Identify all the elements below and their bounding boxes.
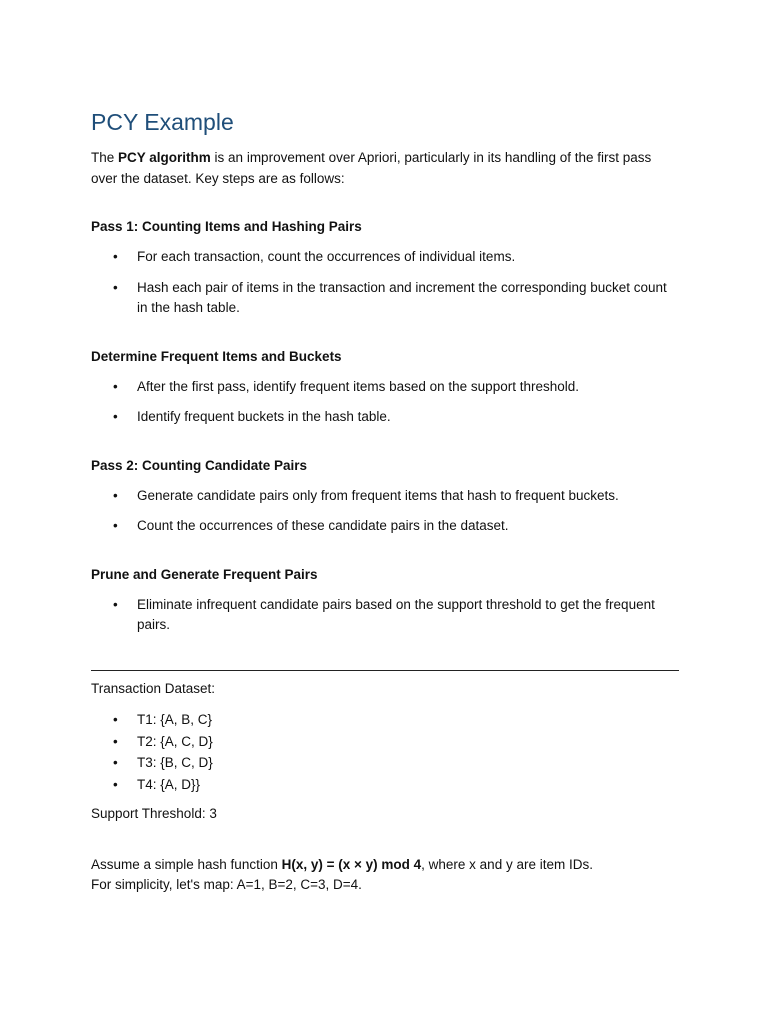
list-item: • After the first pass, identify frequent items based on the support threshold. [91,377,679,398]
list-item: • Generate candidate pairs only from frequent items that hash to frequent buckets. [91,486,679,507]
mapping-note: For simplicity, let's map: A=1, B=2, C=3, D=4. [91,877,362,892]
intro-bold-term: PCY algorithm [118,150,211,165]
transaction-item: • T2: {A, C, D} [91,731,679,753]
section-pass-2 [91,456,679,537]
hash-function-note [91,855,679,876]
list-item: • Identify frequent buckets in the hash table. [91,407,679,428]
transaction-item: • T1: {A, B, C} [91,709,679,731]
hash-note-suffix: , where x and y are item IDs. [421,856,593,872]
horizontal-divider [91,670,679,671]
transaction-list [91,709,679,795]
section-pass-1 [91,217,679,319]
bullet-list [91,247,679,319]
section-frequent-items [91,347,679,428]
page-title: PCY Example [91,109,234,135]
section-prune [91,565,679,636]
transaction-item: • T3: {B, C, D} [91,752,679,774]
intro-suffix: is an improvement over Apriori, particularly in its handling of the first pass over the dataset. Key steps are as follows: [91,150,652,186]
bullet-list [91,377,679,428]
hash-note-prefix: Assume a simple hash function [91,856,282,872]
intro-paragraph [91,148,679,189]
list-item: • Count the occurrences of these candidate pairs in the dataset. [91,516,679,537]
section-heading: Prune and Generate Frequent Pairs [91,566,318,582]
support-threshold: Support Threshold: 3 [91,806,217,821]
transaction-item: • T4: {A, D}} [91,774,679,796]
bullet-list [91,486,679,537]
intro-prefix: The [91,150,119,165]
list-item: • Eliminate infrequent candidate pairs based on the support threshold to get the frequent pairs. [91,595,679,636]
list-item: • For each transaction, count the occurrences of individual items. [91,247,679,268]
document-page [91,108,679,896]
section-heading: Pass 1: Counting Items and Hashing Pairs [91,219,362,234]
list-item: • Hash each pair of items in the transaction and increment the corresponding bucket count in the hash table. [91,278,679,319]
section-heading: Determine Frequent Items and Buckets [91,348,342,364]
dataset-label: Transaction Dataset: [91,680,216,696]
hash-function-formula: H(x, y) = (x × y) mod 4 [281,856,422,872]
section-heading: Pass 2: Counting Candidate Pairs [91,457,308,473]
bullet-list [91,595,679,636]
